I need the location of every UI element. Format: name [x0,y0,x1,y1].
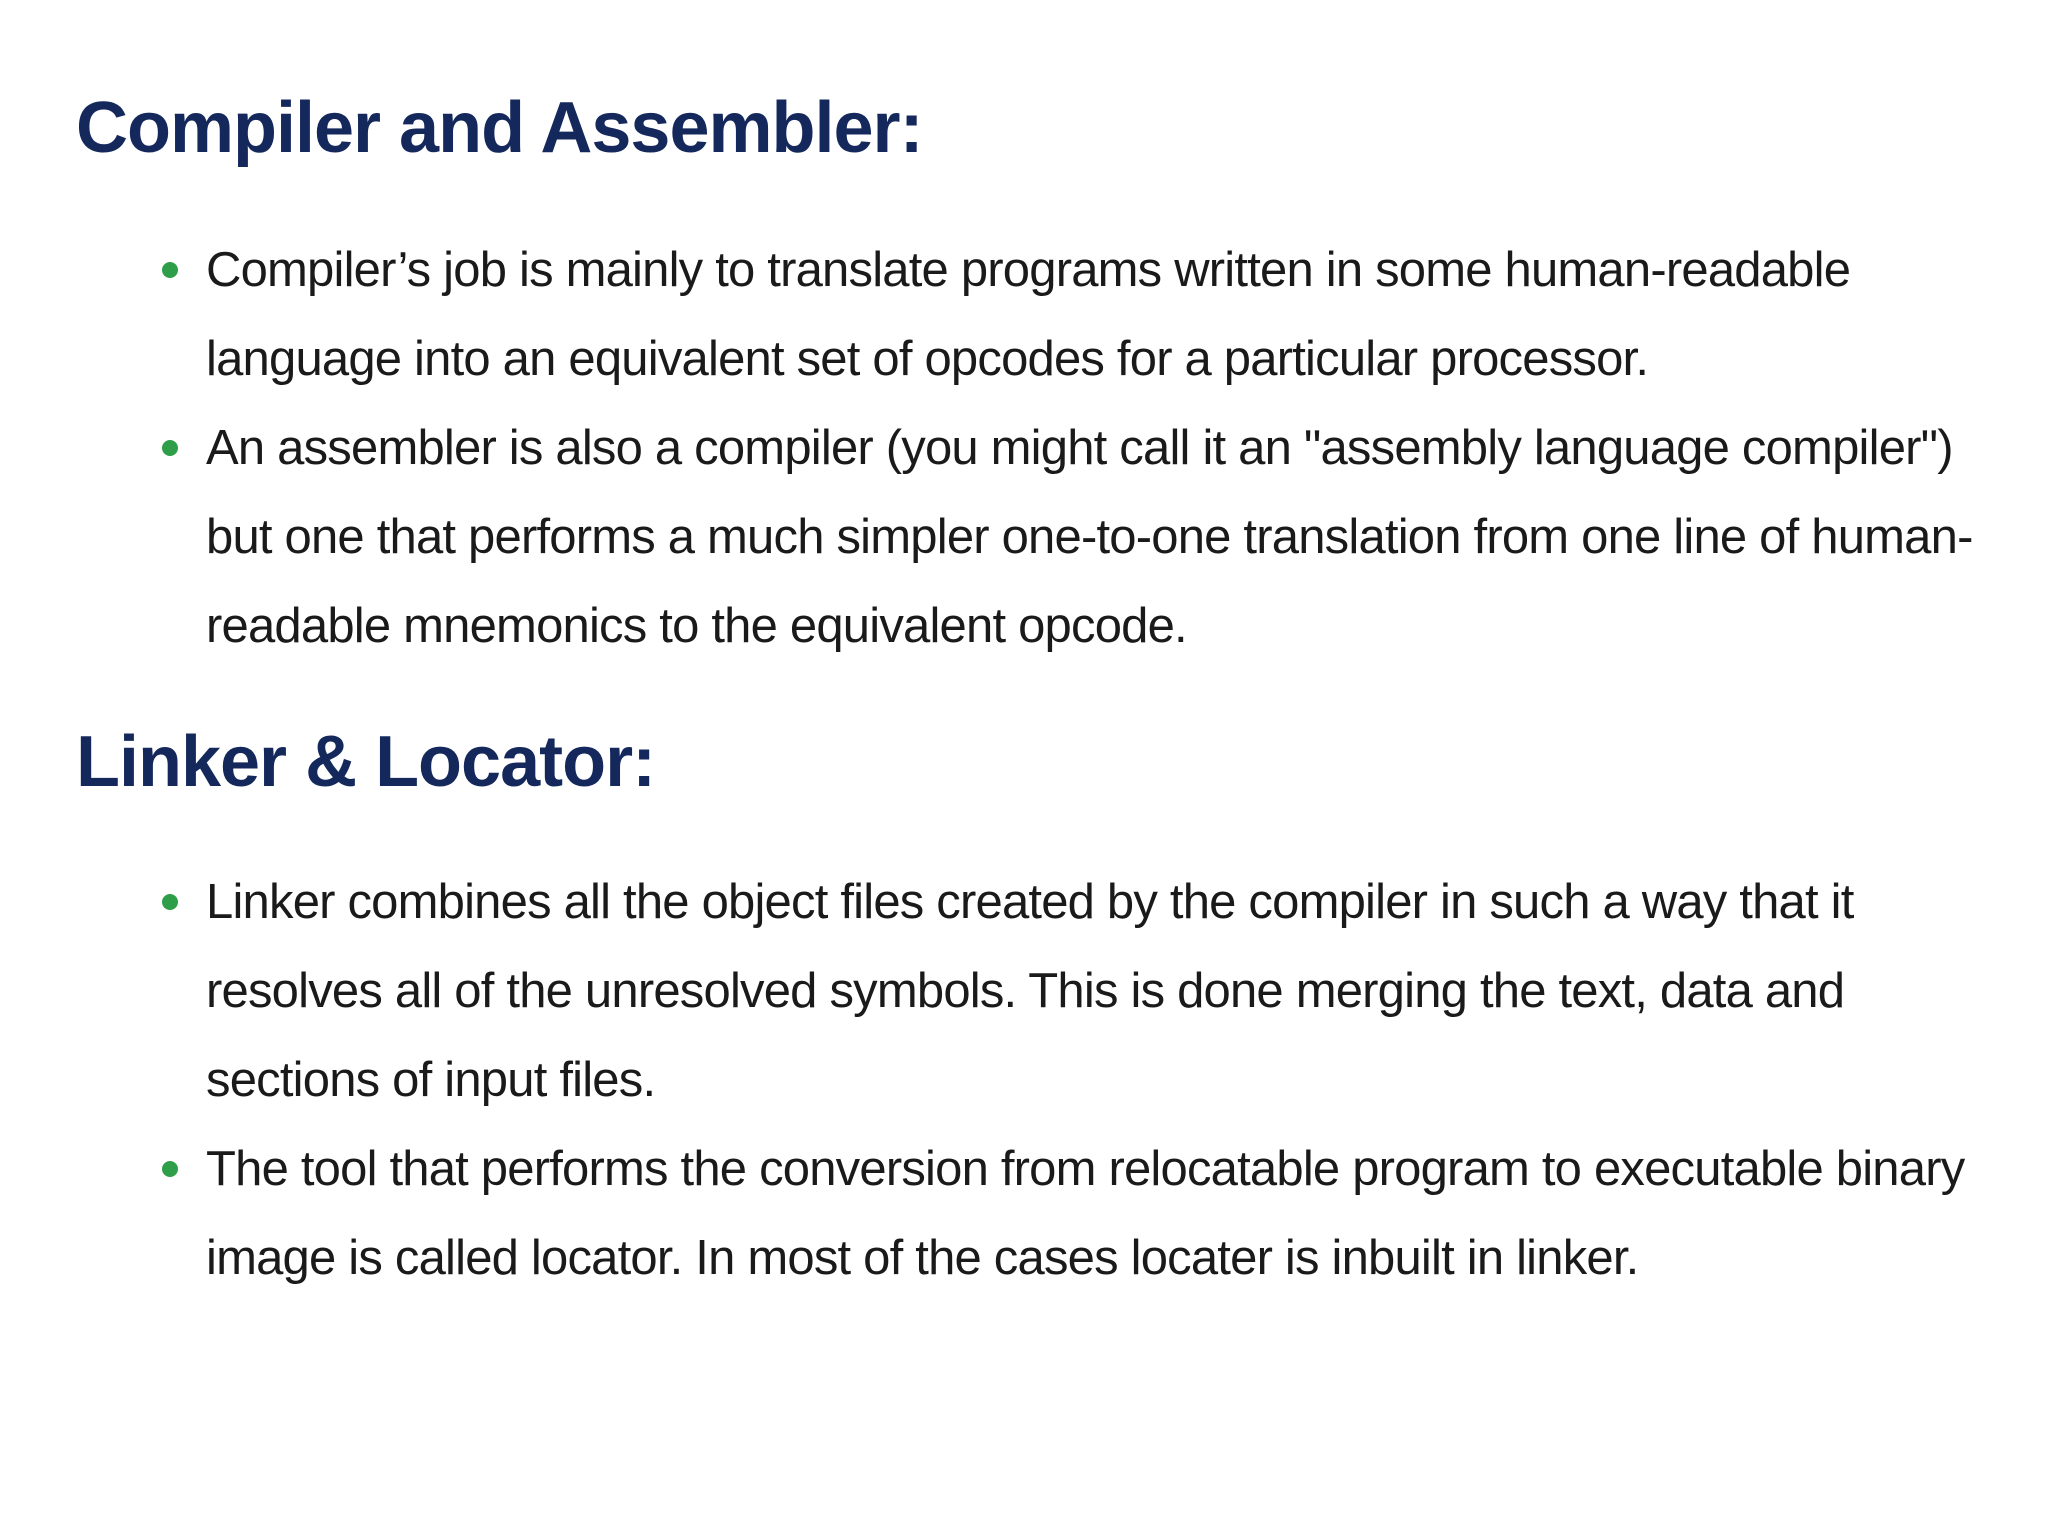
section-heading-compiler-assembler: Compiler and Assembler: [76,88,923,168]
list-item [150,226,2010,404]
bullet-dot-icon [162,440,178,456]
list-item [150,858,2010,1125]
list-item [150,404,2010,671]
bullet-dot-icon [162,894,178,910]
bullet-text: An assembler is also a compiler (you might call it an "assembly language compiler") but one that performs a much simpler one-to-one translation from one line of human-readable mnemonics to the equivalent opcode. [206,421,1973,653]
section-heading-linker-locator: Linker & Locator: [76,722,656,802]
bullet-list-compiler-assembler [150,226,2010,671]
bullet-text: Linker combines all the object files created by the compiler in such a way that it resolves all of the unresolved symbols. This is done merging the text, data and sections of input files. [206,875,1854,1107]
list-item [150,1125,2010,1303]
bullet-dot-icon [162,1161,178,1177]
bullet-text: The tool that performs the conversion from relocatable program to executable binary image is called locator. In most of the cases locater is inbuilt in linker. [206,1142,1965,1285]
bullet-text: Compiler’s job is mainly to translate programs written in some human-readable language into an equivalent set of opcodes for a particular processor. [206,243,1851,386]
bullet-list-linker-locator [150,858,2010,1303]
bullet-dot-icon [162,262,178,278]
